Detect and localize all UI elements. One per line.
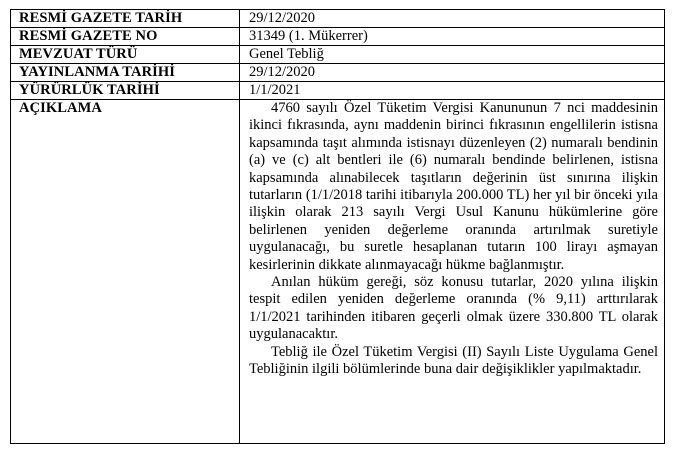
row-publication-date xyxy=(11,64,665,82)
gazette-number-value: 31349 (1. Mükerrer) xyxy=(240,28,665,46)
publication-date-label: YAYINLANMA TARİHİ xyxy=(11,64,240,82)
row-effective-date xyxy=(11,82,665,100)
row-gazette-date xyxy=(11,10,665,28)
row-description xyxy=(11,100,665,444)
row-regulation-type xyxy=(11,46,665,64)
row-gazette-number xyxy=(11,28,665,46)
regulation-type-value: Genel Tebliğ xyxy=(240,46,665,64)
gazette-number-label: RESMİ GAZETE NO xyxy=(11,28,240,46)
description-paragraph-1: 4760 sayılı Özel Tüketim Vergisi Kanununun 7 nci maddesinin ikinci fıkrasında, aynı maddenin birinci fıkrasının engellilerin istisna kapsamında taşıt alımında istisnayı düzenleyen (2) numaralı bendinin (a) ve (c) alt bentleri ile (6) numaralı bendinde belirlenen, istisna kapsamında alınabilecek taşıtların değerinin üst sınırına ilişkin tutarların (1/1/2018 tarihi itibarıyla 200.000 TL) her yıl bir önceki yıla ilişkin olarak 213 sayılı Vergi Usul Kanunu hükümlerine göre belirlenen yeniden değerleme oranında artırılmak suretiyle uygulanacağı, bu suretle hesaplanan tutarın 100 lirayı aşmayan kesirlerinin dikkate alınmayacağı hükme bağlanmıştır. xyxy=(249,100,658,273)
gazette-date-value: 29/12/2020 xyxy=(240,10,665,28)
description-body xyxy=(240,100,665,444)
effective-date-label: YÜRÜRLÜK TARİHİ xyxy=(11,82,240,100)
gazette-date-label: RESMİ GAZETE TARİH xyxy=(11,10,240,28)
regulation-type-label: MEVZUAT TÜRÜ xyxy=(11,46,240,64)
publication-date-value: 29/12/2020 xyxy=(240,64,665,82)
effective-date-value: 1/1/2021 xyxy=(240,82,665,100)
description-paragraph-2: Anılan hüküm gereği, söz konusu tutarlar, 2020 yılına ilişkin tespit edilen yeniden değerleme oranında (% 9,11) arttırılarak 1/1/2021 tarihinden itibaren geçerli olmak üzere 330.800 TL olarak uygulanacaktır. xyxy=(249,274,658,343)
regulation-info-table xyxy=(10,9,665,444)
description-paragraph-3: Tebliğ ile Özel Tüketim Vergisi (II) Sayılı Liste Uygulama Genel Tebliğinin ilgili bölümlerinde buna dair değişiklikler yapılmaktadır. xyxy=(249,343,658,378)
description-label: AÇIKLAMA xyxy=(11,100,240,444)
